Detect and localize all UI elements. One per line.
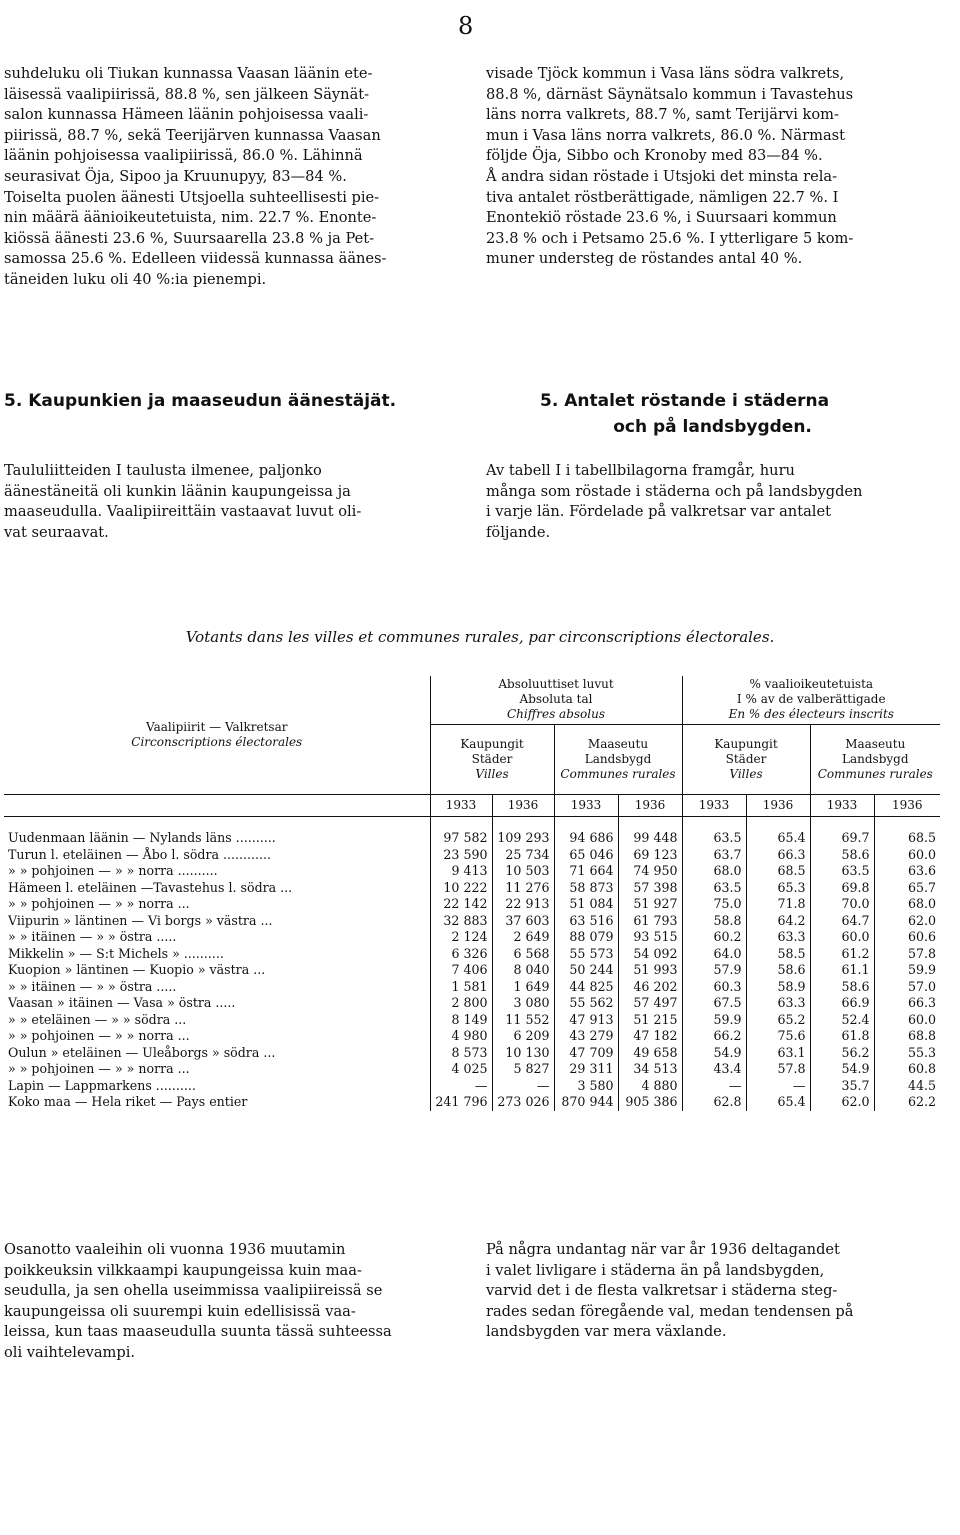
district-cell: » » pohjoinen — » » norra ... [4,1061,430,1078]
year-cell: 1936 [874,794,940,816]
year-cell: 1936 [746,794,810,816]
value-cell: — [746,1078,810,1095]
value-cell: 4 880 [618,1078,682,1095]
value-cell: 63.6 [907,863,937,878]
text-line: Taululiitteiden I taulusta ilmenee, paljonko [4,462,322,479]
value-cell: 58.9 [746,979,810,996]
value-cell: 34 513 [618,1061,682,1078]
value-cell: 66.2 [682,1028,746,1045]
value-cell: 43.4 [682,1061,746,1078]
district-cell: » » pohjoinen — » » norra ... [4,896,430,913]
swedish-heading-line-1: 5. Antalet röstande i städerna [540,391,830,411]
table-row [4,929,940,946]
table-row [4,1061,940,1078]
value-cell: 10 222 [430,880,492,897]
value-cell: 69.7 [810,830,874,847]
finnish-conclusion-paragraph [4,1240,460,1364]
value-cell: 62.8 [682,1094,746,1111]
district-cell: Koko maa — Hela riket — Pays entier [4,1094,430,1111]
swedish-section-paragraph [486,461,948,543]
district-cell: » » pohjoinen — » » norra .......... [4,863,430,880]
value-cell: 58.6 [746,962,810,979]
value-cell: — [492,1078,554,1095]
value-cell: 35.7 [810,1078,874,1095]
value-cell: 55 562 [554,995,618,1012]
value-cell: 44 825 [554,979,618,996]
value-cell: 97 582 [430,830,492,847]
value-cell: 65.3 [746,880,810,897]
value-cell: 11 552 [492,1012,554,1029]
absolute-header-fi: Absoluuttiset luvut [498,677,614,692]
value-cell: 68.5 [907,830,937,845]
table-row [4,913,940,930]
table-row [4,1078,940,1095]
table-row [4,1028,940,1045]
value-cell: 57.0 [907,978,937,994]
value-cell: 6 568 [492,946,554,963]
value-cell: 64.2 [746,913,810,930]
value-cell: 71.8 [746,896,810,913]
text-line: Enontekiö röstade 23.6 %, i Suursaari kommun [486,209,837,227]
pct-city-fr: Villes [729,766,763,781]
value-cell: 69 123 [618,847,682,864]
value-cell: 47 709 [554,1045,618,1062]
text-line: nin määrä äänioikeutetuista, nim. 22.7 %. Enonte- [4,209,377,227]
value-cell: 58.8 [682,913,746,930]
pct-city-header [682,724,810,794]
text-line: oli vaihtelevampi. [4,1343,136,1361]
value-cell: 62.0 [810,1094,874,1111]
page-number: 8 [458,12,474,40]
value-cell: 4 980 [430,1028,492,1045]
value-cell: 241 796 [430,1094,492,1111]
text-line: Toiselta puolen äänesti Utsjoella suhteellisesti pie- [4,188,380,206]
value-cell: 62.2 [907,1094,937,1109]
value-cell: 94 686 [554,830,618,847]
value-cell: 66.9 [810,995,874,1012]
value-cell: 109 293 [492,830,554,847]
text-line: följde Öja, Sibbo och Kronoby med 83—84 %. [486,147,823,165]
percent-header-fi: % vaalioikeutetuista [749,677,874,692]
value-cell: 51 215 [618,1012,682,1029]
value-cell: 68.0 [682,863,746,880]
value-cell: 56.2 [810,1045,874,1062]
table-row [4,962,940,979]
value-cell: 65.7 [907,879,937,895]
text-line: Osanotto vaaleihin oli vuonna 1936 muutamin [4,1241,346,1258]
text-line: tiva antalet röstberättigade, nämligen 22.7 %. I [486,188,839,206]
value-cell: 55.3 [907,1044,937,1060]
district-cell: Uudenmaan läänin — Nylands läns .......... [4,830,430,847]
value-cell: — [682,1078,746,1095]
value-cell: 51 927 [618,896,682,913]
value-cell: 58 873 [554,880,618,897]
text-line: 23.8 % och i Petsamo 25.6 %. I ytterligare 5 kom- [486,229,854,247]
value-cell: 63.5 [810,863,874,880]
finnish-intro-paragraph [4,64,460,291]
value-cell: 2 800 [430,995,492,1012]
value-cell: 69.8 [810,880,874,897]
value-cell: 63.3 [746,995,810,1012]
year-cell: 1933 [810,794,874,816]
value-cell: 273 026 [492,1094,554,1111]
value-cell: 32 883 [430,913,492,930]
year-cell: 1936 [618,794,682,816]
voter-table [4,676,940,1111]
abs-rural-fi: Maaseutu [587,736,649,751]
finnish-section-heading: 5. Kaupunkien ja maaseudun äänestäjät. [4,391,397,411]
text-line: följande. [486,523,551,541]
value-cell: 52.4 [810,1012,874,1029]
value-cell: 1 581 [430,979,492,996]
value-cell: 5 827 [492,1061,554,1078]
value-cell: 93 515 [618,929,682,946]
text-line: rades sedan föregående val, medan tendensen på [486,1302,854,1320]
value-cell: 70.0 [810,896,874,913]
value-cell: 8 149 [430,1012,492,1029]
value-cell: 63 516 [554,913,618,930]
district-cell: Lapin — Lappmarkens .......... [4,1078,430,1095]
value-cell: 9 413 [430,863,492,880]
value-cell: 55 573 [554,946,618,963]
text-line: seudulla, ja sen ohella useimmissa vaalipiireissä se [4,1282,383,1300]
value-cell: 10 503 [492,863,554,880]
value-cell: — [430,1078,492,1095]
value-cell: 68.0 [907,896,937,911]
abs-rural-sv: Landsbygd [584,751,652,766]
abs-city-fr: Villes [475,766,509,781]
value-cell: 63.5 [682,830,746,847]
text-line: Av tabell I i tabellbilagorna framgår, huru [486,462,795,479]
value-cell: 60.0 [907,846,937,862]
year-cell: 1933 [554,794,618,816]
value-cell: 51 993 [618,962,682,979]
text-line: i varje län. Fördelade på valkretsar var antalet [486,503,831,521]
table-row [4,995,940,1012]
text-line: piirissä, 88.7 %, sekä Teerijärven kunnassa Vaasan [4,126,381,144]
value-cell: 64.7 [810,913,874,930]
abs-rural-header [554,724,682,794]
value-cell: 99 448 [618,830,682,847]
text-line: leissa, kun taas maaseudulla suunta tässä suhteessa [4,1323,392,1341]
value-cell: 60.2 [682,929,746,946]
value-cell: 67.5 [682,995,746,1012]
district-cell: » » itäinen — » » östra ..... [4,929,430,946]
value-cell: 47 182 [618,1028,682,1045]
value-cell: 50 244 [554,962,618,979]
text-line: visade Tjöck kommun i Vasa läns södra valkrets, [486,65,845,82]
value-cell: 29 311 [554,1061,618,1078]
text-line: Å andra sidan röstade i Utsjoki det minsta rela- [486,167,838,185]
text-line: samossa 25.6 %. Edelleen viidessä kunnassa äänes- [4,250,387,268]
value-cell: 57 497 [618,995,682,1012]
value-cell: 65.2 [746,1012,810,1029]
table-row [4,979,940,996]
value-cell: 61.8 [810,1028,874,1045]
pct-rural-header [810,724,940,794]
value-cell: 11 276 [492,880,554,897]
value-cell: 870 944 [554,1094,618,1111]
value-cell: 47 913 [554,1012,618,1029]
text-line: salon kunnassa Hämeen läänin pohjoisessa vaali- [4,106,369,124]
value-cell: 61 793 [618,913,682,930]
value-cell: 905 386 [618,1094,682,1111]
swedish-intro-paragraph [486,64,948,270]
text-line: täneiden luku oli 40 %:ia pienempi. [4,270,267,288]
value-cell: 2 124 [430,929,492,946]
value-cell: 63.3 [746,929,810,946]
swedish-conclusion-paragraph [486,1240,948,1343]
pct-city-fi: Kaupungit [714,736,778,751]
text-line: muner understeg de röstandes antal 40 %. [486,250,803,268]
text-line: kaupungeissa oli suurempi kuin edellisissä vaa- [4,1302,356,1320]
value-cell: 59.9 [682,1012,746,1029]
swedish-section-heading [540,388,829,440]
total-row [4,1094,940,1111]
abs-city-sv: Städer [471,751,513,766]
value-cell: 68.5 [746,863,810,880]
absolute-header-fr: Chiffres absolus [506,707,605,722]
district-header-fi-sv: Vaalipiirit — Valkretsar [146,719,288,734]
value-cell: 54 092 [618,946,682,963]
value-cell: 74 950 [618,863,682,880]
value-cell: 8 573 [430,1045,492,1062]
value-cell: 49 658 [618,1045,682,1062]
value-cell: 8 040 [492,962,554,979]
abs-city-fi: Kaupungit [460,736,524,751]
value-cell: 63.5 [682,880,746,897]
district-cell: » » pohjoinen — » » norra ... [4,1028,430,1045]
text-line: läns norra valkrets, 88.7 %, samt Terijärvi kom- [486,106,839,124]
swedish-heading-line-2: och på landsbygden. [613,417,812,437]
value-cell: 59.9 [907,962,937,977]
text-line: mun i Vasa läns norra valkrets, 86.0 %. Närmast [486,126,845,144]
year-cell: 1936 [492,794,554,816]
value-cell: 58.5 [746,946,810,963]
value-cell: 66.3 [746,847,810,864]
value-cell: 75.0 [682,896,746,913]
value-cell: 57.9 [682,962,746,979]
value-cell: 2 649 [492,929,554,946]
value-cell: 54.9 [810,1061,874,1078]
value-cell: 7 406 [430,962,492,979]
value-cell: 60.8 [907,1061,937,1076]
text-line: 88.8 %, därnäst Säynätsalo kommun i Tavastehus [486,85,854,103]
value-cell: 3 080 [492,995,554,1012]
value-cell: 3 580 [554,1078,618,1095]
value-cell: 60.0 [907,1011,937,1027]
value-cell: 71 664 [554,863,618,880]
table-row [4,896,940,913]
absolute-header [430,676,682,724]
district-header [4,676,430,794]
value-cell: 61.1 [810,962,874,979]
value-cell: 65.4 [746,1094,810,1111]
district-cell: Vaasan » itäinen — Vasa » östra ..... [4,995,430,1012]
value-cell: 63.1 [746,1045,810,1062]
value-cell: 22 142 [430,896,492,913]
value-cell: 60.6 [907,929,937,944]
value-cell: 60.0 [810,929,874,946]
pct-rural-fr: Communes rurales [817,766,933,781]
value-cell: 61.2 [810,946,874,963]
text-line: maaseudulla. Vaalipiireittäin vastaavat luvut oli- [4,503,362,521]
text-line: poikkeuksin vilkkaampi kaupungeissa kuin maa- [4,1261,362,1279]
text-line: läisessä vaalipiirissä, 88.8 %, sen jälkeen Säynät- [4,85,370,103]
value-cell: 23 590 [430,847,492,864]
text-line: suhdeluku oli Tiukan kunnassa Vaasan läänin ete- [4,65,373,82]
district-header-fr: Circonscriptions électorales [131,734,303,749]
value-cell: 51 084 [554,896,618,913]
text-line: i valet livligare i städerna än på landsbygden, [486,1261,825,1279]
value-cell: 37 603 [492,913,554,930]
value-cell: 57.8 [907,945,937,961]
value-cell: 64.0 [682,946,746,963]
value-cell: 6 326 [430,946,492,963]
table-caption: Votants dans les villes et communes rurales, par circonscriptions électorales. [185,628,775,646]
table-row [4,863,940,880]
year-cell: 1933 [430,794,492,816]
value-cell: 68.8 [907,1028,937,1043]
value-cell: 44.5 [907,1077,937,1093]
value-cell: 66.3 [907,995,937,1010]
value-cell: 62.0 [907,912,937,928]
value-cell: 10 130 [492,1045,554,1062]
district-cell: Hämeen l. eteläinen —Tavastehus l. södra ... [4,880,430,897]
value-cell: 54.9 [682,1045,746,1062]
text-line: seurasivat Öja, Sipoo ja Kruunupyy, 83—84 %. [4,167,347,185]
absolute-header-sv: Absoluta tal [519,692,593,707]
district-cell: Kuopion » läntinen — Kuopio » västra ... [4,962,430,979]
value-cell: 6 209 [492,1028,554,1045]
table-row [4,1045,940,1062]
text-line: På några undantag när var år 1936 deltagandet [486,1241,840,1258]
abs-rural-fr: Communes rurales [560,766,676,781]
value-cell: 57.8 [746,1061,810,1078]
value-cell: 65.4 [746,830,810,847]
year-cell: 1933 [682,794,746,816]
value-cell: 58.6 [810,847,874,864]
district-cell: » » eteläinen — » » södra ... [4,1012,430,1029]
text-line: varvid det i de flesta valkretsar i städerna steg- [486,1282,838,1300]
table-row [4,946,940,963]
value-cell: 43 279 [554,1028,618,1045]
table-row [4,1012,940,1029]
pct-rural-fi: Maaseutu [845,736,906,751]
text-line: äänestäneitä oli kunkin läänin kaupungeissa ja [4,482,351,500]
table-row [4,880,940,897]
text-line: många som röstade i städerna och på landsbygden [486,482,863,500]
pct-rural-sv: Landsbygd [842,751,909,766]
value-cell: 60.3 [682,979,746,996]
abs-city-header [430,724,554,794]
table-row [4,830,940,847]
value-cell: 75.6 [746,1028,810,1045]
value-cell: 22 913 [492,896,554,913]
district-cell: Viipurin » läntinen — Vi borgs » västra ... [4,913,430,930]
percent-header-fr: En % des électeurs inscrits [728,707,894,722]
value-cell: 25 734 [492,847,554,864]
district-cell: Mikkelin » — S:t Michels » .......... [4,946,430,963]
value-cell: 65 046 [554,847,618,864]
table-row [4,847,940,864]
value-cell: 4 025 [430,1061,492,1078]
district-cell: Turun l. eteläinen — Åbo l. södra ............ [4,847,430,864]
year-header-row [4,794,940,816]
value-cell: 58.6 [810,979,874,996]
percent-header [682,676,940,724]
text-line: läänin pohjoisessa vaalipiirissä, 86.0 %. Lähinnä [4,147,363,165]
value-cell: 88 079 [554,929,618,946]
district-cell: » » itäinen — » » östra ..... [4,979,430,996]
value-cell: 63.7 [682,847,746,864]
district-cell: Oulun » eteläinen — Uleåborgs » södra ... [4,1045,430,1062]
value-cell: 46 202 [618,979,682,996]
text-line: vat seuraavat. [4,523,109,541]
text-line: landsbygden var mera växlande. [486,1323,727,1341]
pct-city-sv: Städer [725,751,767,766]
value-cell: 1 649 [492,979,554,996]
finnish-section-paragraph [4,461,460,543]
percent-header-sv: I % av de valberättigade [736,692,886,707]
text-line: kiössä äänesti 23.6 %, Suursaarella 23.8 % ja Pet- [4,229,375,247]
value-cell: 57 398 [618,880,682,897]
